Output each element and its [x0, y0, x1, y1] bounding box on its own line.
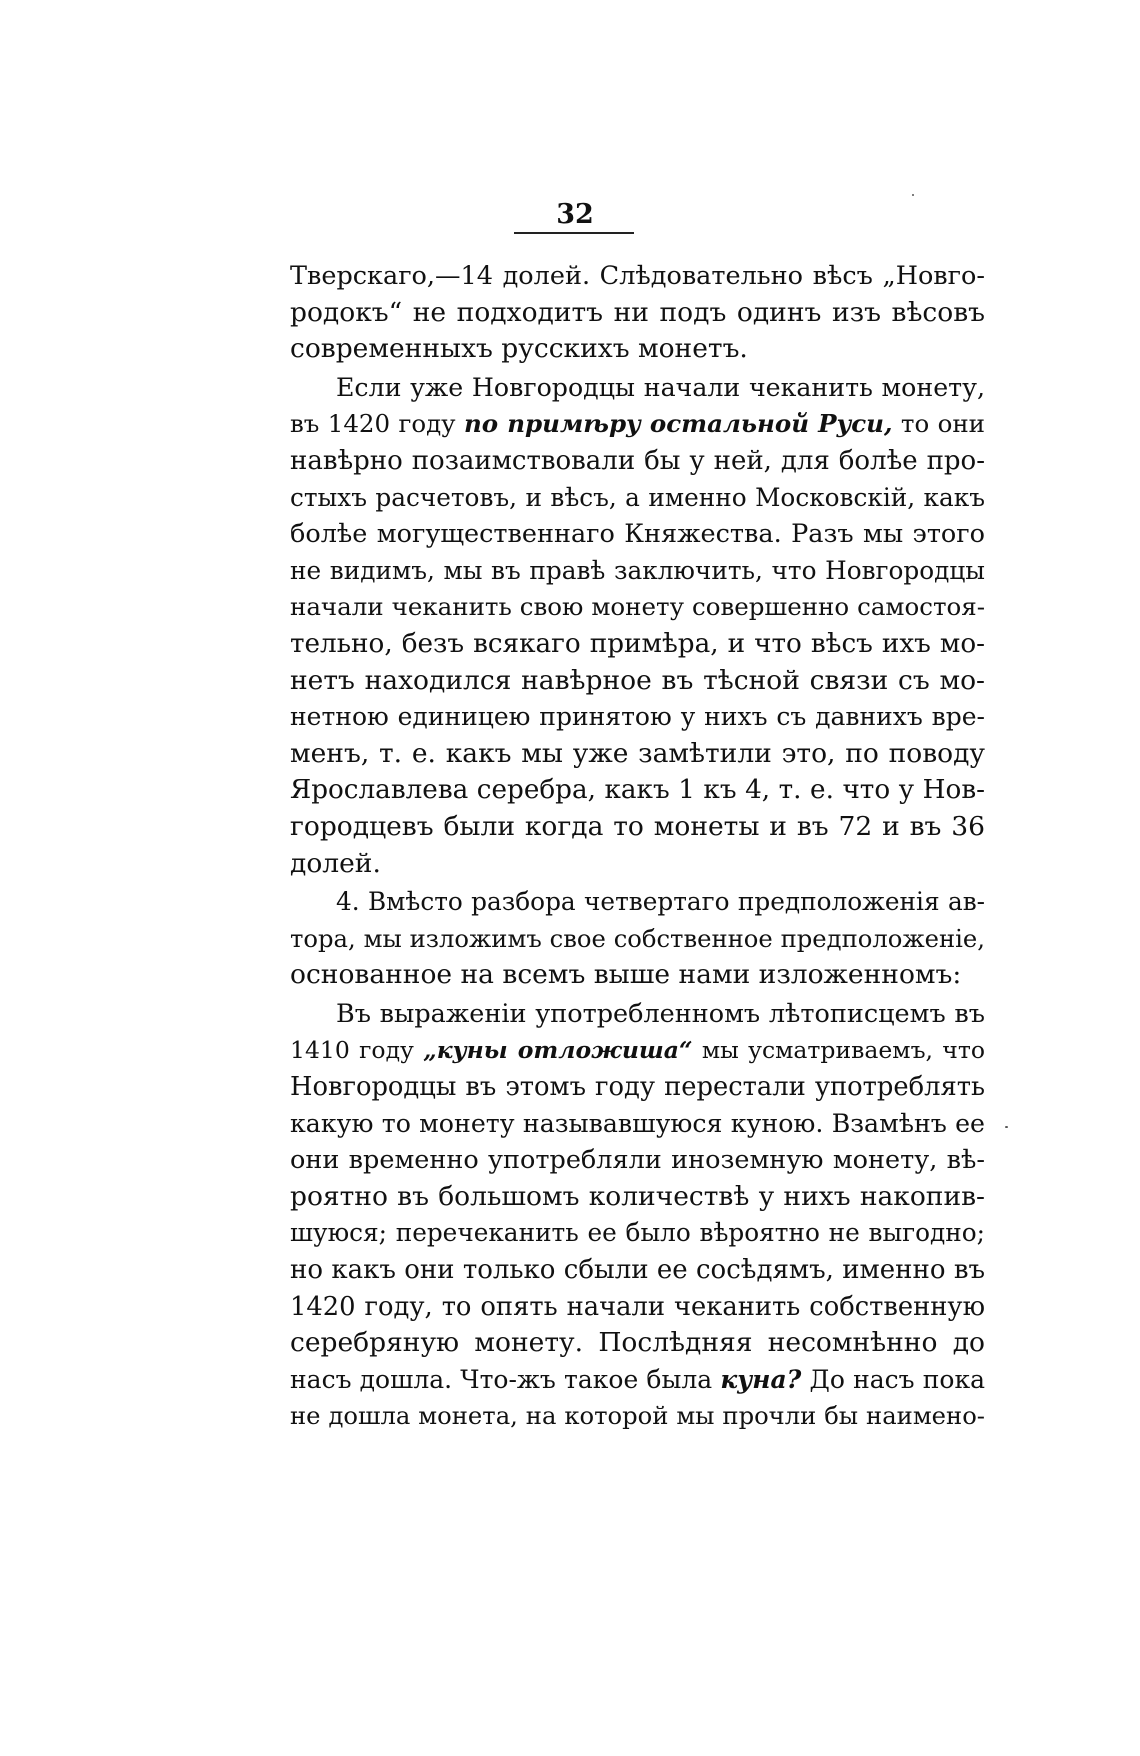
scan-speck	[912, 194, 914, 196]
text-line: не видимъ, мы въ правѣ заключить, что Новгородцы	[290, 555, 985, 585]
text-line: тельно, безъ всякаго примѣра, и что вѣсъ ихъ мо-	[290, 628, 985, 659]
italic-phrase: по примѣру остальной Руси,	[463, 409, 893, 439]
text-line: какую то монету называвшуюся куною. Взамѣнъ ее	[290, 1108, 985, 1138]
text-line: не дошла монета, на которой мы прочли бы наимено-	[290, 1401, 985, 1431]
text-line: но какъ они только сбыли ее сосѣдямъ, именно въ	[290, 1255, 985, 1286]
paragraph-3	[290, 884, 985, 994]
italic-phrase: „куны отложиша“	[423, 1036, 693, 1065]
paragraph-2	[290, 370, 985, 882]
text-line: они временно употребляли иноземную монету, вѣ-	[290, 1145, 985, 1176]
text-line: тора, мы изложимъ свое собственное предположеніе,	[290, 923, 985, 953]
text-line: Въ выраженіи употребленномъ лѣтописцемъ въ	[336, 998, 985, 1029]
text-line: 1420 году, то опять начали чеканить собственную	[290, 1291, 985, 1322]
text-line: родокъ“ не подходитъ ни подъ одинъ изъ вѣсовъ	[290, 296, 985, 328]
page-number: 32	[556, 199, 594, 230]
text-line: въ 1420 году по примѣру остальной Руси, то они	[290, 409, 985, 439]
text-line: Новгородцы въ этомъ году перестали употреблять	[290, 1072, 985, 1103]
text-line: насъ дошла. Что-жъ такое была куна? До насъ пока	[290, 1364, 985, 1394]
text-line: 4. Вмѣсто разбора четвертаго предположенія ав-	[336, 887, 985, 917]
text-line: 1410 году „куны отложиша“ мы усматриваемъ, что	[290, 1036, 985, 1065]
text-line: основанное на всемъ выше нами изложенномъ:	[290, 959, 962, 991]
text-line: начали чеканить свою монету совершенно самостоя-	[290, 592, 985, 622]
text-line: роятно въ большомъ количествѣ у нихъ накопив-	[290, 1180, 985, 1212]
text-line: нетъ находился навѣрное въ тѣсной связи съ мо-	[290, 664, 985, 696]
text-line: шуюся; перечеканить ее было вѣроятно не выгодно;	[290, 1218, 985, 1248]
paragraph-4	[290, 996, 985, 1435]
text-line: нетною единицею принятою у нихъ съ давнихъ вре-	[290, 702, 985, 732]
paragraph-1	[290, 258, 985, 368]
italic-phrase: куна?	[720, 1364, 802, 1394]
text-line: современныхъ русскихъ монетъ.	[290, 333, 748, 365]
text-line: менъ, т. е. какъ мы уже замѣтили это, по поводу	[290, 737, 985, 769]
text-line: стыхъ расчетовъ, и вѣсъ, а именно Московскій, какъ	[290, 482, 985, 512]
text-line: Если уже Новгородцы начали чеканить монету,	[336, 372, 985, 402]
scan-speck	[1005, 1126, 1008, 1128]
text-line: навѣрно позаимствовали бы у ней, для болѣе про-	[290, 445, 985, 476]
page-number-rule	[514, 232, 634, 234]
text-line: городцевъ были когда то монеты и въ 72 и въ 36	[290, 810, 985, 842]
text-line: Тверскаго,—14 долей. Слѣдовательно вѣсъ „Новго-	[290, 261, 985, 291]
text-line: серебряную монету. Послѣдняя несомнѣнно до	[290, 1327, 985, 1359]
text-line: Ярославлева серебра, какъ 1 къ 4, т. е. что у Нов-	[290, 775, 985, 806]
text-line: болѣе могущественнаго Княжества. Разъ мы этого	[290, 519, 985, 550]
text-line: долей.	[290, 847, 381, 879]
body-text	[290, 258, 985, 1435]
